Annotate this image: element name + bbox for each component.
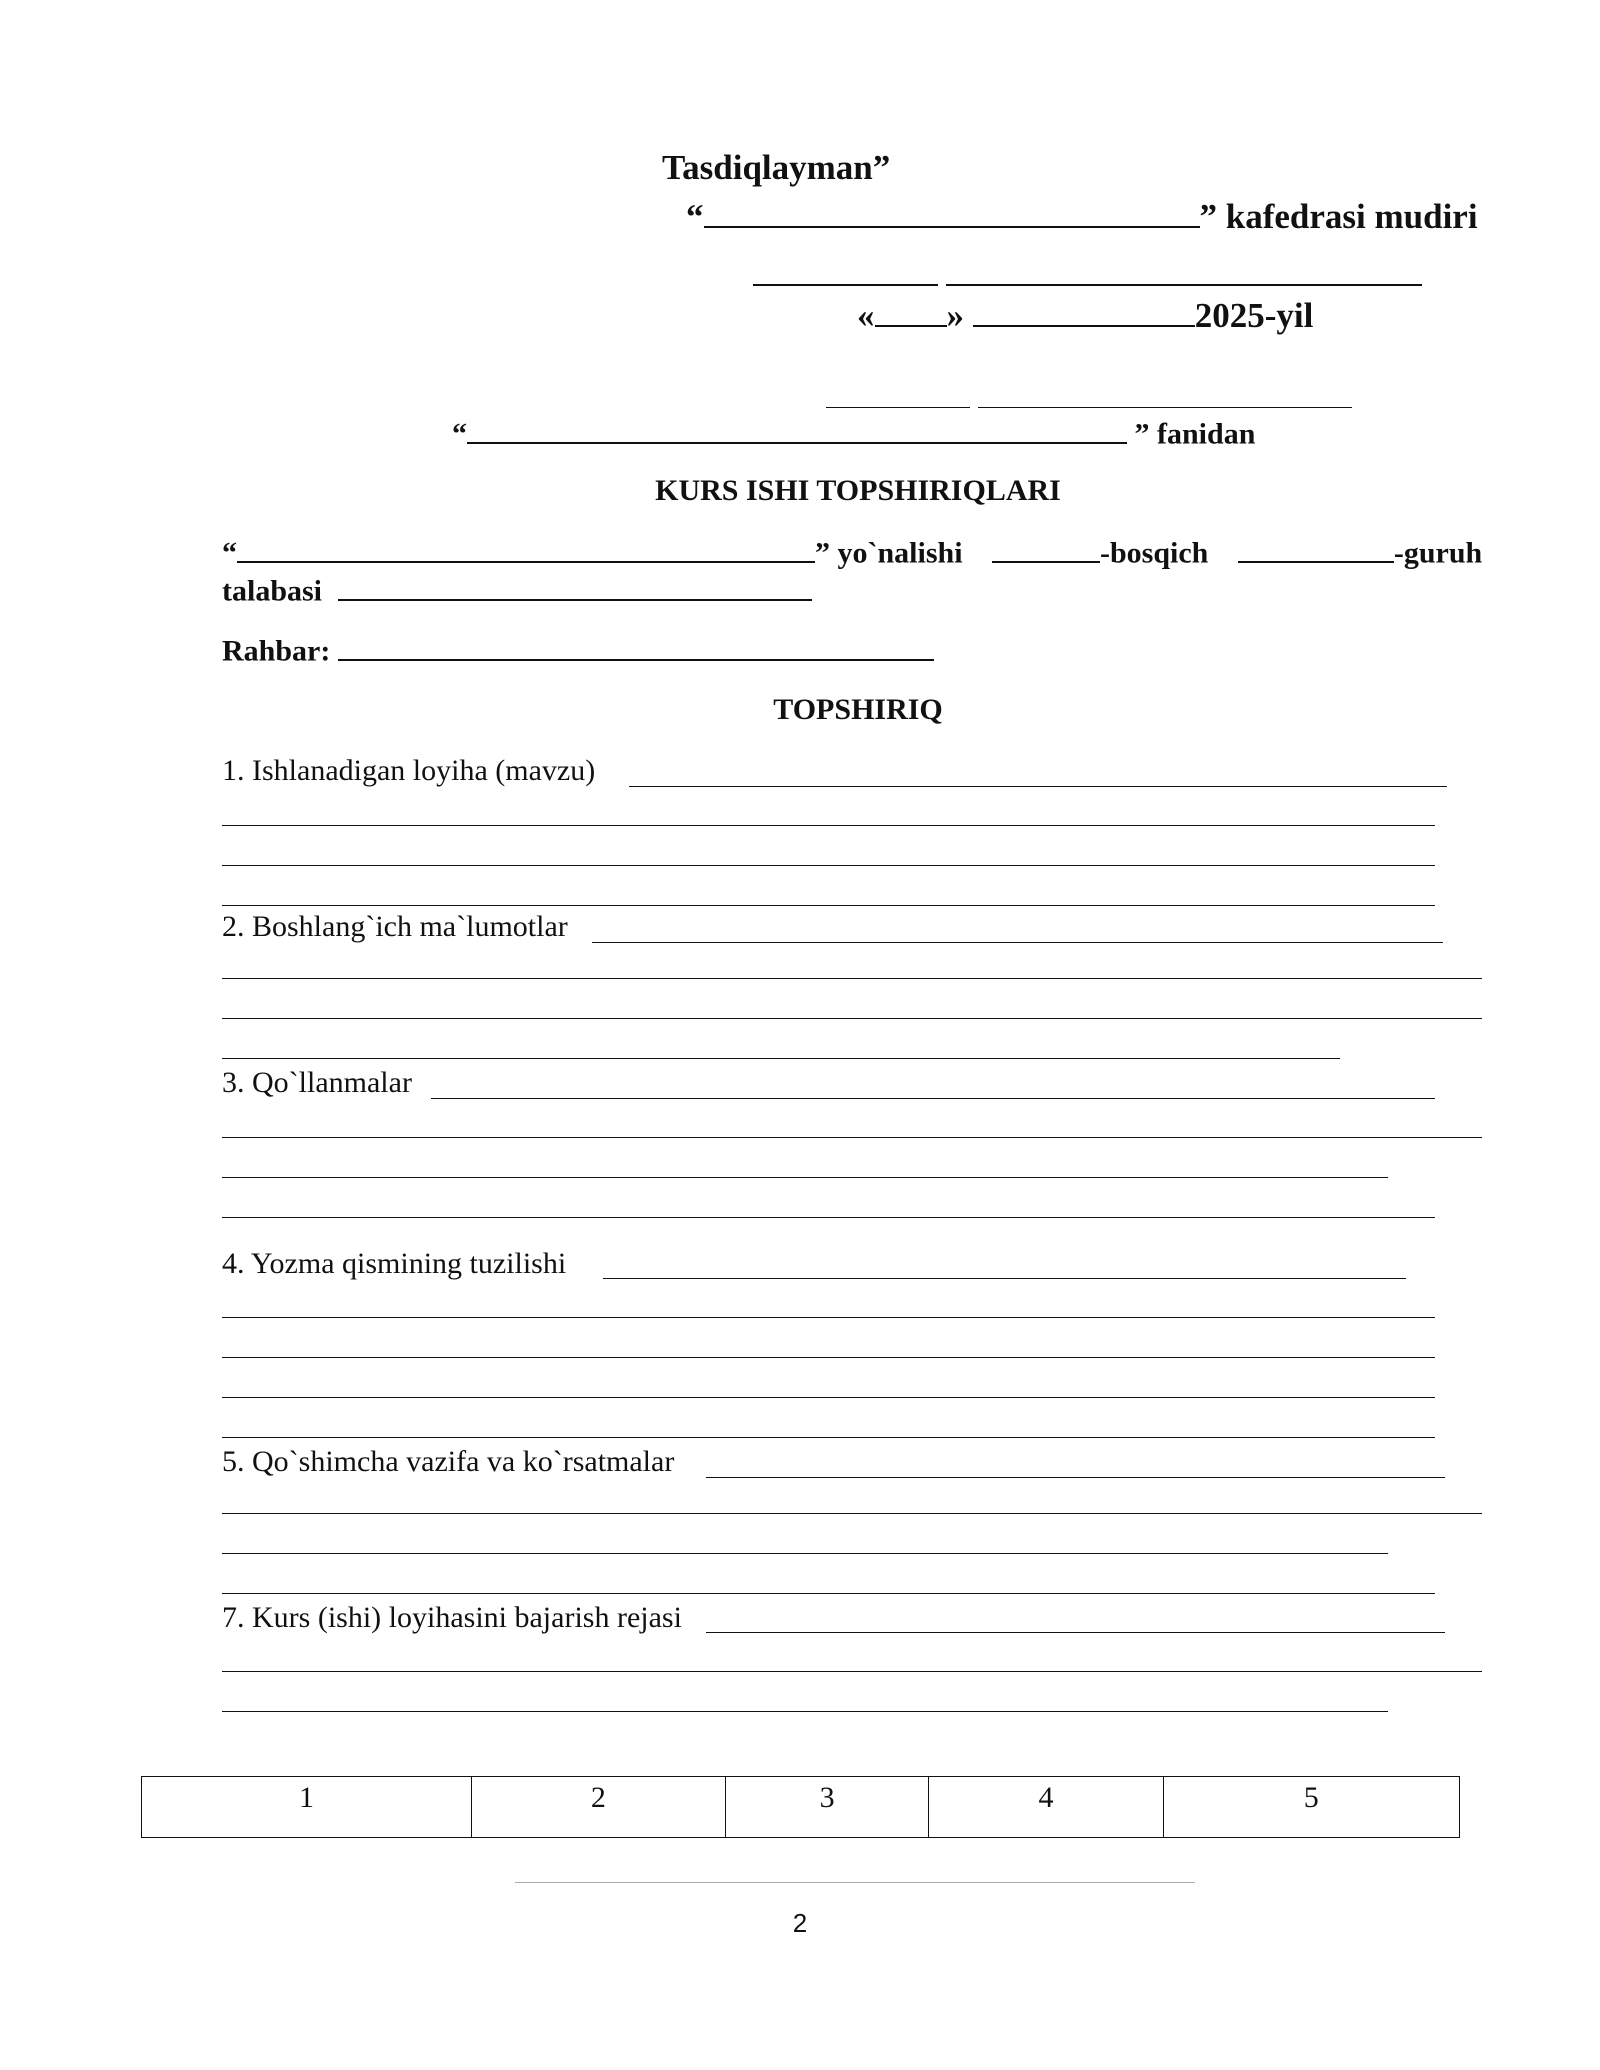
date-close-guillemet: » (946, 295, 964, 335)
student-label: talabasi (222, 574, 323, 608)
item-1-line-3[interactable] (222, 905, 1435, 906)
item-4-line-1[interactable] (222, 1317, 1435, 1318)
table-cell: 4 (929, 1777, 1163, 1838)
item-4-inline-field[interactable] (603, 1278, 1406, 1279)
item-7-label: 7. Kurs (ishi) loyihasini bajarish rejasi (222, 1601, 682, 1634)
direction-open-quote: “ (222, 536, 237, 570)
department-suffix: ” kafedrasi mudiri (1199, 196, 1478, 236)
item-3-line-2[interactable] (222, 1177, 1388, 1178)
direction-suffix: ” yo`nalishi (815, 536, 963, 570)
item-1-line-2[interactable] (222, 865, 1435, 866)
item-7-inline-field[interactable] (706, 1632, 1445, 1633)
document-title: KURS ISHI TOPSHIRIQLARI (655, 474, 1061, 507)
stage-field[interactable] (992, 535, 1100, 563)
subject-name-field[interactable] (467, 416, 1127, 444)
department-name-field[interactable] (704, 196, 1200, 228)
item-3-label: 3. Qo`llanmalar (222, 1066, 412, 1099)
item-2-line-3[interactable] (222, 1058, 1340, 1059)
item-4-line-4[interactable] (222, 1437, 1435, 1438)
table-cell: 2 (471, 1777, 725, 1838)
item-7-line-1[interactable] (222, 1671, 1482, 1672)
group-suffix: -guruh (1393, 536, 1483, 570)
student-name-field[interactable] (338, 573, 812, 601)
subject-suffix: ” fanidan (1127, 417, 1256, 451)
department-open-quote: “ (686, 196, 704, 236)
secondary-signature-field[interactable] (978, 407, 1352, 408)
group-field[interactable] (1238, 535, 1394, 563)
supervisor-line (222, 633, 934, 669)
item-2-label: 2. Boshlang`ich ma`lumotlar (222, 910, 568, 943)
head-signature-field[interactable] (946, 284, 1422, 286)
item-4-label: 4. Yozma qismining tuzilishi (222, 1247, 567, 1280)
item-4-line-3[interactable] (222, 1397, 1435, 1398)
approval-heading: Tasdiqlayman” (662, 148, 891, 187)
page-number: 2 (792, 1908, 808, 1938)
item-2-inline-field[interactable] (592, 942, 1443, 943)
item-3-inline-field[interactable] (431, 1098, 1435, 1099)
item-3-line-1[interactable] (222, 1137, 1482, 1138)
footer-divider (515, 1882, 1195, 1883)
student-direction-line (222, 535, 963, 571)
approval-date-line (857, 295, 1313, 336)
table-cell: 5 (1163, 1777, 1459, 1838)
column-number-table (141, 1776, 1460, 1838)
head-initials-field[interactable] (753, 284, 938, 286)
item-5-line-3[interactable] (222, 1593, 1435, 1594)
stage-suffix: -bosqich (1100, 536, 1209, 570)
item-1-line-1[interactable] (222, 825, 1435, 826)
item-7-line-2[interactable] (222, 1711, 1388, 1712)
item-3-line-3[interactable] (222, 1217, 1435, 1218)
subject-line (452, 416, 1255, 452)
day-field[interactable] (875, 295, 947, 327)
date-open-guillemet: « (857, 295, 875, 335)
subject-open-quote: “ (452, 417, 467, 451)
direction-field[interactable] (237, 535, 815, 563)
item-2-line-2[interactable] (222, 1018, 1482, 1019)
item-5-line-2[interactable] (222, 1553, 1388, 1554)
stage-group (992, 535, 1482, 571)
table-cell: 1 (142, 1777, 472, 1838)
student-name-line (222, 573, 812, 609)
approval-year: 2025-yil (1194, 295, 1314, 335)
item-2-line-1[interactable] (222, 978, 1482, 979)
secondary-initials-field[interactable] (826, 407, 970, 408)
item-4-line-2[interactable] (222, 1357, 1435, 1358)
table-cell: 3 (725, 1777, 929, 1838)
table-row (142, 1777, 1460, 1838)
item-1-inline-field[interactable] (629, 786, 1447, 787)
supervisor-name-field[interactable] (338, 633, 934, 661)
item-1-label: 1. Ishlanadigan loyiha (mavzu) (222, 754, 596, 787)
department-line (686, 196, 1478, 237)
item-5-line-1[interactable] (222, 1513, 1482, 1514)
item-5-inline-field[interactable] (706, 1477, 1445, 1478)
supervisor-label: Rahbar: (222, 634, 331, 668)
task-heading: TOPSHIRIQ (773, 693, 943, 726)
item-5-label: 5. Qo`shimcha vazifa va ko`rsatmalar (222, 1445, 675, 1478)
month-field[interactable] (973, 295, 1195, 327)
